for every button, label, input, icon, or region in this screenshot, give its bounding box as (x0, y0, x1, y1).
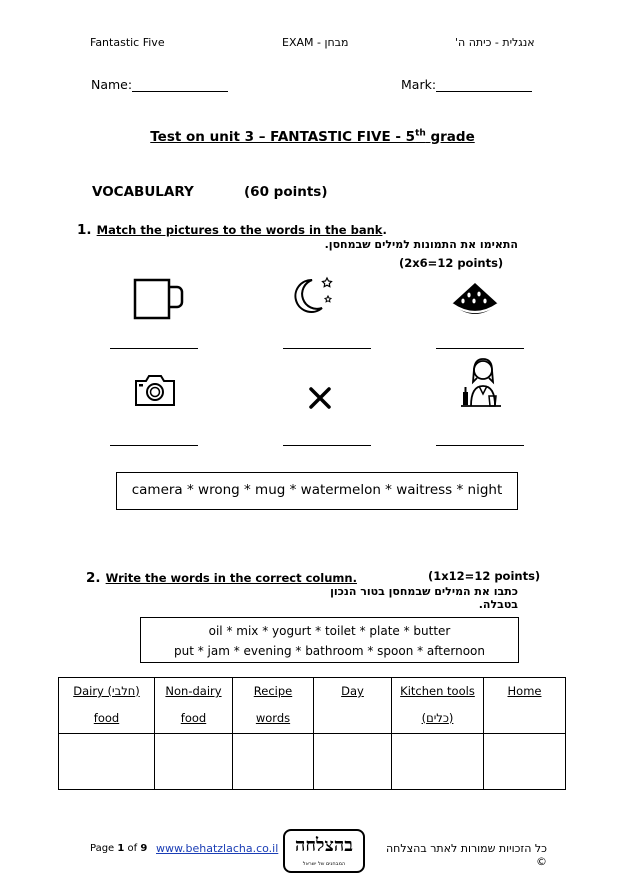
column-recipe-line1: Recipe (253, 684, 293, 698)
answer-line-5[interactable] (283, 445, 371, 446)
title-suffix: grade (425, 128, 475, 145)
q1-points: (2x6=12 points) (399, 256, 504, 270)
header-right: אנגלית - כיתה ה' (455, 36, 535, 49)
column-kitchen-tools (392, 678, 484, 734)
answer-cell-kitchen-tools[interactable] (392, 734, 484, 790)
name-blank[interactable] (132, 79, 228, 92)
column-non-dairy-line1: Non-dairy (165, 684, 222, 698)
mark-label: Mark: (401, 77, 437, 92)
column-dairy (59, 678, 155, 734)
page-prefix: Page (90, 843, 118, 854)
q1-text-end: . (382, 223, 387, 237)
mug-icon (131, 276, 187, 322)
answer-line-2[interactable] (283, 348, 371, 349)
q2-word-bank (140, 617, 519, 663)
wrong-x-icon (307, 385, 333, 411)
column-recipe (233, 678, 314, 734)
page-title (0, 128, 625, 145)
moon-stars-icon (288, 274, 338, 320)
mark-blank[interactable] (436, 79, 532, 92)
sorting-table (58, 677, 566, 790)
camera-icon (133, 372, 177, 408)
answer-line-3[interactable] (436, 348, 524, 349)
table-header-row (59, 678, 566, 734)
q2-bank-line-1: oil * mix * yogurt * toilet * plate * butter (208, 624, 451, 638)
site-logo (283, 829, 365, 873)
header-middle: EXAM - מבחן (282, 36, 349, 49)
answer-line-6[interactable] (436, 445, 524, 446)
column-home (484, 678, 566, 734)
section-label: VOCABULARY (92, 184, 194, 200)
page-mid: of (124, 843, 141, 854)
answer-cell-home[interactable] (484, 734, 566, 790)
column-non-dairy-line2: food (180, 711, 207, 725)
header-left: Fantastic Five (90, 36, 165, 49)
q1-number: 1. (77, 222, 92, 238)
answer-cell-day[interactable] (314, 734, 392, 790)
q2-text: Write the words in the correct column. (105, 571, 357, 585)
copyright-notice: כל הזכויות שמורות לאתר בהצלחה © (386, 842, 547, 868)
column-kitchen-tools-line1: Kitchen tools (400, 684, 475, 698)
column-day-line1: Day (341, 684, 364, 698)
q2-heading (86, 567, 357, 586)
q1-heading (77, 219, 387, 238)
table-row (59, 734, 566, 790)
page-indicator (90, 843, 147, 854)
page-total: 9 (140, 843, 148, 854)
column-home-line1: Home (507, 684, 542, 698)
name-label: Name: (91, 77, 133, 92)
column-kitchen-tools-line2: (כלים) (421, 711, 454, 725)
q1-hebrew: התאימו את התמונות למילים שבמחסן. (324, 238, 518, 251)
answer-cell-dairy[interactable] (59, 734, 155, 790)
column-non-dairy (155, 678, 233, 734)
page-number: 1 (117, 843, 125, 854)
section-points: (60 points) (244, 184, 328, 200)
name-field (91, 77, 228, 92)
q1-text: Match the pictures to the words in the bank (96, 223, 383, 237)
watermelon-icon (449, 280, 501, 320)
column-dairy-line1: Dairy (חלבי) (73, 684, 140, 698)
logo-subtext: המבחנים של ישראל (302, 861, 346, 867)
logo-text: בהצלחה (295, 835, 353, 856)
column-dairy-line2: food (93, 711, 120, 725)
title-text: Test on unit 3 – FANTASTIC FIVE - 5 (150, 128, 416, 145)
q1-word-bank: camera * wrong * mug * watermelon * waitress * night (116, 472, 518, 510)
answer-cell-recipe[interactable] (233, 734, 314, 790)
site-link[interactable]: www.behatzlacha.co.il (156, 842, 279, 855)
waitress-icon (459, 356, 503, 410)
q2-number: 2. (86, 570, 101, 586)
answer-line-4[interactable] (110, 445, 198, 446)
q2-bank-line-2: put * jam * evening * bathroom * spoon * afternoon (173, 644, 486, 658)
mark-field (401, 77, 532, 92)
title-sup: th (415, 128, 426, 138)
q2-points: (1x12=12 points) (428, 569, 541, 583)
q2-hebrew: כתבו את המילים שבמחסן בטור הנכון בטבלה. (330, 585, 518, 611)
answer-line-1[interactable] (110, 348, 198, 349)
column-day (314, 678, 392, 734)
column-recipe-line2: words (255, 711, 291, 725)
answer-cell-non-dairy[interactable] (155, 734, 233, 790)
